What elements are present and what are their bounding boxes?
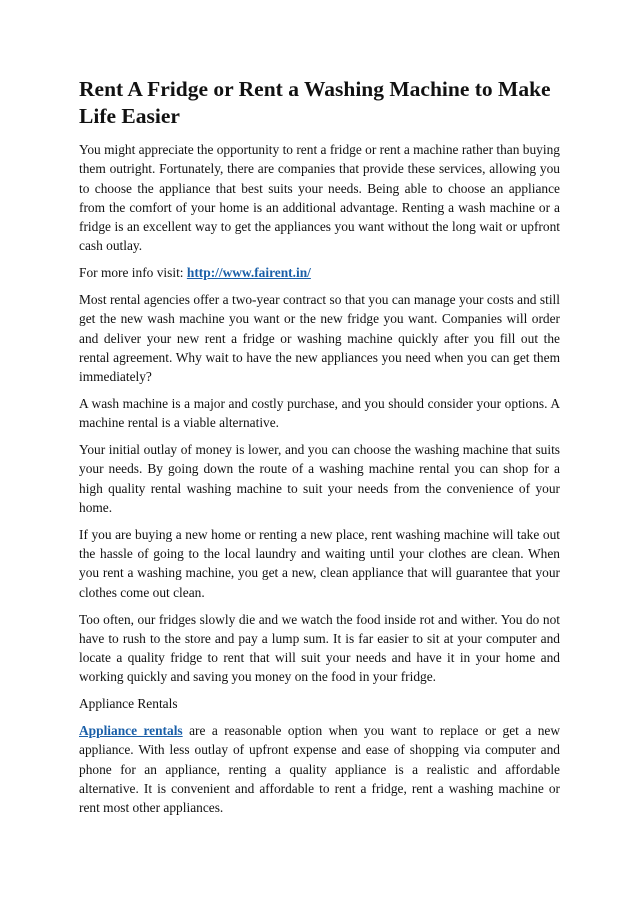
document-title: Rent A Fridge or Rent a Washing Machine to Make Life Easier [79,77,551,128]
document-page [79,76,560,825]
appliance-rentals-text: are a reasonable option when you want to replace or get a new appliance. With less outlay of upfront expense and ease of shopping via computer and phone for an appliance, renting a quality appliance is a realistic and affordable alternative. It is convenient and affordable to rent a fridge, rent a washing machine or rent most other appliances. [79,723,561,816]
paragraph-appliance-rentals-heading: Appliance Rentals [79,696,178,712]
paragraph-intro: You might appreciate the opportunity to rent a fridge or rent a machine rather than buying them outright. Fortunately, there are companies that provide these services, allowing you to choose the appliance that best suits your needs. Being able to choose an appliance from the comfort of your home is an additional advantage. Renting a wash machine or a fridge is an excellent way to get the appliances you want without the long wait or upfront cash outlay. [79,142,560,254]
paragraph-fridges: Too often, our fridges slowly die and we watch the food inside rot and wither. You do not have to rush to the store and pay a lump sum. It is far easier to sit at your computer and locate a quality fridge to rent that will suit your needs and have it in your home and working quickly and saving you money on the food in your fridge. [79,611,560,685]
paragraph-wash-machine: A wash machine is a major and costly purchase, and you should consider your options. A machine rental is a viable alternative. [79,396,560,431]
paragraph-new-home: If you are buying a new home or renting a new place, rent washing machine will take out the hassle of going to the local laundry and waiting until your clothes are clean. When you rent a washing machine, you get a new, clean appliance that will guarantee that your clothes come out clean. [79,526,560,600]
fairent-link[interactable]: http://www.fairent.in/ [186,265,311,281]
paragraph-appliance-rentals [79,721,560,817]
paragraph-contract: Most rental agencies offer a two-year contract so that you can manage your costs and still get the new wash machine you want or the new fridge you want. Companies will order and deliver your new rent a fridge or washing machine quickly after you fill out the rental agreement. Why wait to have the new appliances you need when you can get them immediately? [79,292,560,385]
appliance-rentals-link[interactable]: Appliance rentals [79,723,183,739]
paragraph-initial-outlay: Your initial outlay of money is lower, and you can choose the washing machine that suits your needs. By going down the route of a washing machine rental you can shop for a high quality rental washing machine to suit your needs from the convenience of your home. [79,442,560,516]
more-info-label: For more info visit: [79,265,187,281]
paragraph-more-info [79,263,560,282]
